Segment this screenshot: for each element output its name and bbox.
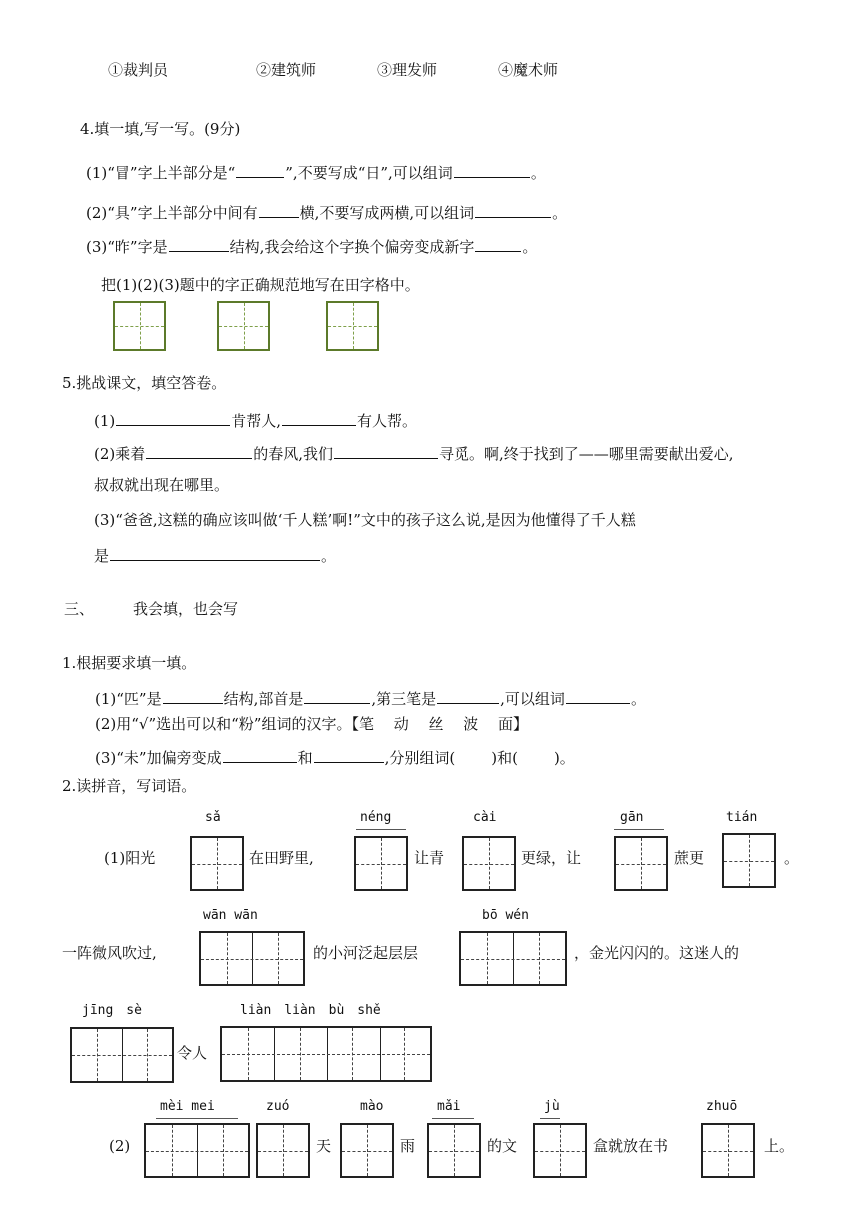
blank[interactable] bbox=[454, 163, 530, 178]
tianzige-box-2[interactable] bbox=[144, 1123, 250, 1178]
r4-text: 天 bbox=[316, 1137, 332, 1155]
pinyin-label: tián bbox=[726, 810, 758, 825]
tianzige-box[interactable] bbox=[462, 836, 516, 891]
blank[interactable] bbox=[282, 411, 356, 426]
blank[interactable] bbox=[110, 546, 320, 561]
blank[interactable] bbox=[566, 689, 630, 704]
r1-text: 。 bbox=[784, 849, 800, 867]
blank[interactable] bbox=[236, 163, 284, 178]
r4-lead: (2) bbox=[109, 1137, 131, 1155]
tianzige-box[interactable] bbox=[256, 1123, 310, 1178]
q4-line1: (1)“冒”字上半部分是“ ”,不要写成“日”,可以组词 。 bbox=[86, 164, 546, 182]
q4-line2: (2)“具”字上半部分中间有 横,不要写成两横,可以组词 。 bbox=[86, 204, 568, 222]
pinyin-label: zuó bbox=[266, 1099, 290, 1114]
pinyin-label: cài bbox=[473, 810, 497, 825]
r4-text: 雨 bbox=[400, 1137, 416, 1155]
tianzige-box[interactable] bbox=[190, 836, 244, 891]
blank[interactable] bbox=[223, 748, 297, 763]
tianzige-box[interactable] bbox=[217, 301, 270, 351]
pinyin-label: gān bbox=[620, 810, 644, 825]
s1-line2: (2)用“√”选出可以和“粉”组词的汉字。【笔 动 丝 波 面】 bbox=[95, 715, 529, 733]
blank[interactable] bbox=[475, 203, 551, 218]
tianzige-box[interactable] bbox=[701, 1123, 755, 1178]
option-1: ①裁判员 bbox=[108, 61, 169, 79]
r4-text: 盒就放在书 bbox=[593, 1137, 669, 1155]
r1-text: 蔗更 bbox=[674, 849, 705, 867]
section-number: 三、 bbox=[64, 600, 95, 618]
tianzige-box-2[interactable] bbox=[459, 931, 567, 986]
q5-line1: (1) 肯帮人, 有人帮。 bbox=[94, 412, 418, 430]
pinyin-label: bō wén bbox=[482, 908, 529, 923]
s1-title: 1.根据要求填一填。 bbox=[62, 654, 197, 672]
section-title: 我会填，也会写 bbox=[133, 600, 239, 618]
pinyin-label: liàn liàn bù shě bbox=[240, 1003, 381, 1018]
option-4: ④魔术师 bbox=[498, 61, 559, 79]
q4-line3: (3)“昨”字是 结构,我会给这个字换个偏旁变成新字 。 bbox=[86, 238, 538, 256]
option-2: ②建筑师 bbox=[256, 61, 317, 79]
blank[interactable] bbox=[163, 689, 223, 704]
q5-line2b: 叔叔就出现在哪里。 bbox=[94, 476, 230, 494]
tianzige-box[interactable] bbox=[533, 1123, 587, 1178]
pinyin-label: zhuō bbox=[706, 1099, 738, 1114]
option-3: ③理发师 bbox=[377, 61, 438, 79]
tianzige-box-2[interactable] bbox=[199, 931, 305, 986]
blank[interactable] bbox=[475, 237, 521, 252]
blank[interactable] bbox=[259, 203, 299, 218]
s2-title: 2.读拼音，写词语。 bbox=[62, 777, 197, 795]
blank[interactable] bbox=[146, 444, 252, 459]
blank[interactable] bbox=[169, 237, 229, 252]
r1-lead: (1)阳光 bbox=[104, 849, 156, 867]
r4-text: 上。 bbox=[764, 1137, 795, 1155]
r1-text: 让青 bbox=[414, 849, 445, 867]
q4-instruction: 把(1)(2)(3)题中的字正确规范地写在田字格中。 bbox=[101, 276, 420, 294]
tianzige-box[interactable] bbox=[614, 836, 668, 891]
pinyin-label: mào bbox=[360, 1099, 384, 1114]
tianzige-box[interactable] bbox=[340, 1123, 394, 1178]
pinyin-label: jīng sè bbox=[82, 1003, 142, 1018]
pinyin-label: mèi mei bbox=[160, 1099, 215, 1114]
q5-title: 5.挑战课文，填空答卷。 bbox=[62, 374, 227, 392]
s1-line1: (1)“匹”是 结构,部首是 ,第三笔是 ,可以组词 。 bbox=[95, 690, 646, 708]
blank[interactable] bbox=[304, 689, 370, 704]
r1-text: 在田野里, bbox=[249, 849, 314, 867]
blank[interactable] bbox=[116, 411, 230, 426]
r2-lead: 一阵微风吹过, bbox=[62, 944, 157, 962]
tianzige-box[interactable] bbox=[113, 301, 166, 351]
r2-text: 的小河泛起层层 bbox=[313, 944, 419, 962]
pinyin-label: jù bbox=[544, 1099, 560, 1114]
r3-text: 令人 bbox=[177, 1044, 208, 1062]
blank[interactable] bbox=[314, 748, 384, 763]
q5-line2: (2)乘着 的春风,我们 寻觅。啊,终于找到了——哪里需要献出爱心, bbox=[94, 445, 734, 463]
pinyin-label: sǎ bbox=[205, 810, 221, 825]
s1-line3: (3)“未”加偏旁变成 和 ,分别组词( )和( )。 bbox=[95, 749, 575, 767]
blank[interactable] bbox=[437, 689, 499, 704]
tianzige-box-4[interactable] bbox=[220, 1026, 432, 1082]
r4-text: 的文 bbox=[487, 1137, 518, 1155]
tianzige-box-2[interactable] bbox=[70, 1027, 174, 1083]
q5-line3b: 是 。 bbox=[94, 547, 337, 565]
blank[interactable] bbox=[334, 444, 438, 459]
tianzige-box[interactable] bbox=[354, 836, 408, 891]
q4-title: 4.填一填,写一写。(9分) bbox=[80, 120, 241, 138]
tianzige-box[interactable] bbox=[326, 301, 379, 351]
tianzige-box[interactable] bbox=[722, 833, 776, 888]
pinyin-label: néng bbox=[360, 810, 392, 825]
q5-line3: (3)“爸爸,这糕的确应该叫做‘千人糕’啊!”文中的孩子这么说,是因为他懂得了千人糕 bbox=[94, 511, 636, 529]
pinyin-label: mǎi bbox=[437, 1099, 461, 1114]
tianzige-box[interactable] bbox=[427, 1123, 481, 1178]
r1-text: 更绿，让 bbox=[521, 849, 582, 867]
r2-text: ，金光闪闪的。这迷人的 bbox=[574, 944, 740, 962]
pinyin-label: wān wān bbox=[203, 908, 258, 923]
